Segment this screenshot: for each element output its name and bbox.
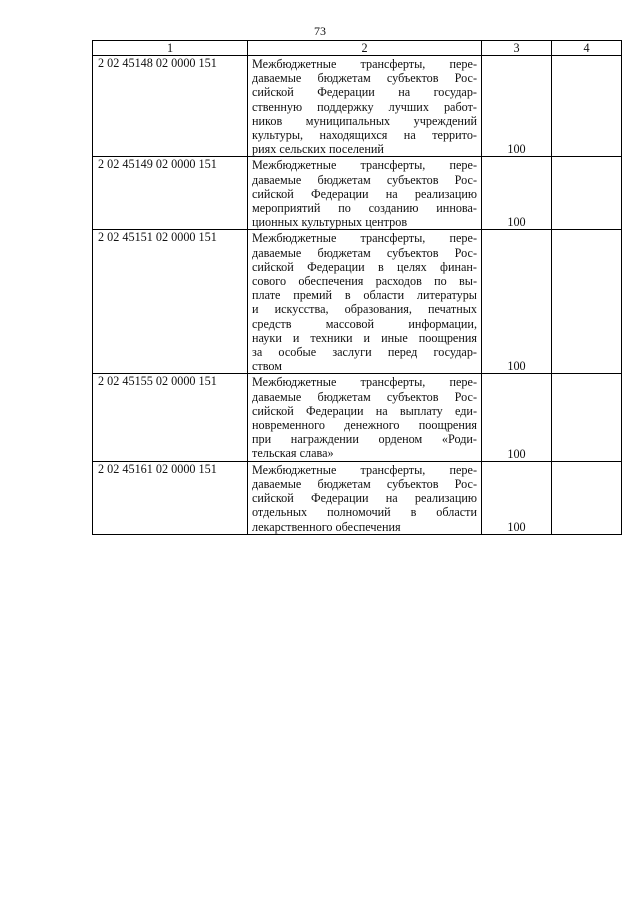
budget-table [92,40,622,535]
table-row [93,374,622,461]
description-line: за особые заслуги перед государ- [252,345,477,360]
header-col-3: 3 [482,41,552,56]
description-line: ников муниципальных учреждений [252,113,477,128]
description [248,230,482,374]
description-line: культуры, находящихся на террито- [252,128,477,143]
description-line: ционных культурных центров [252,215,408,230]
amount-value: 100 [482,230,552,374]
amount-value: 100 [482,374,552,461]
description-line: новременного денежного поощрения [252,418,477,433]
budget-code: 2 02 45155 02 0000 151 [93,374,248,461]
table-row [93,461,622,534]
description-line: мероприятий по созданию иннова- [252,201,477,216]
description-line: сийской Федерации в целях финан- [252,259,477,274]
column-4-cell [552,157,622,230]
table-row [93,56,622,157]
column-4-cell [552,56,622,157]
description-line: и искусства, образования, печатных [252,302,477,317]
description-line: Межбюджетные трансферты, пере- [252,375,477,390]
budget-code: 2 02 45148 02 0000 151 [93,56,248,157]
description-line: лекарственного обеспечения [252,519,401,534]
description-line: сийской Федерации на государ- [252,85,477,100]
description [248,157,482,230]
description-line: даваемые бюджетам субъектов Рос- [252,71,477,86]
column-4-cell [552,230,622,374]
description-line: риях сельских поселений [252,142,384,157]
description-line: средств массовой информации, [252,316,477,331]
description-line: сового обеспечения расходов по вы- [252,274,477,289]
header-col-1: 1 [93,41,248,56]
description-line: даваемые бюджетам субъектов Рос- [252,245,477,260]
description-line: отдельных полномочий в области [252,505,477,520]
description-line: даваемые бюджетам субъектов Рос- [252,476,477,491]
header-row [93,41,622,56]
table-row [93,157,622,230]
description [248,461,482,534]
column-4-cell [552,374,622,461]
description-line: ственную поддержку лучших работ- [252,99,477,114]
description-line: даваемые бюджетам субъектов Рос- [252,389,477,404]
table-row [93,230,622,374]
budget-code: 2 02 45151 02 0000 151 [93,230,248,374]
column-4-cell [552,461,622,534]
amount-value: 100 [482,461,552,534]
amount-value: 100 [482,56,552,157]
budget-code: 2 02 45161 02 0000 151 [93,461,248,534]
description-line: плате премий в области литературы [252,288,477,303]
description-line: ством [252,359,282,374]
header-col-2: 2 [248,41,482,56]
budget-table-body [93,41,622,535]
description-line: Межбюджетные трансферты, пере- [252,158,477,173]
description-line: сийской Федерации на выплату еди- [252,403,477,418]
amount-value: 100 [482,157,552,230]
description [248,56,482,157]
budget-code: 2 02 45149 02 0000 151 [93,157,248,230]
header-col-4: 4 [552,41,622,56]
description-line: науки и техники и иные поощрения [252,330,477,345]
description-line: даваемые бюджетам субъектов Рос- [252,172,477,187]
description-line: Межбюджетные трансферты, пере- [252,462,477,477]
description-line: Межбюджетные трансферты, пере- [252,57,477,71]
description-line: сийской Федерации на реализацию [252,491,477,506]
page-number: 73 [314,24,326,38]
description [248,374,482,461]
description-line: при награждении орденом «Роди- [252,432,477,447]
description-line: сийской Федерации на реализацию [252,186,477,201]
description-line: Межбюджетные трансферты, пере- [252,231,477,246]
description-line: тельская слава» [252,446,334,461]
